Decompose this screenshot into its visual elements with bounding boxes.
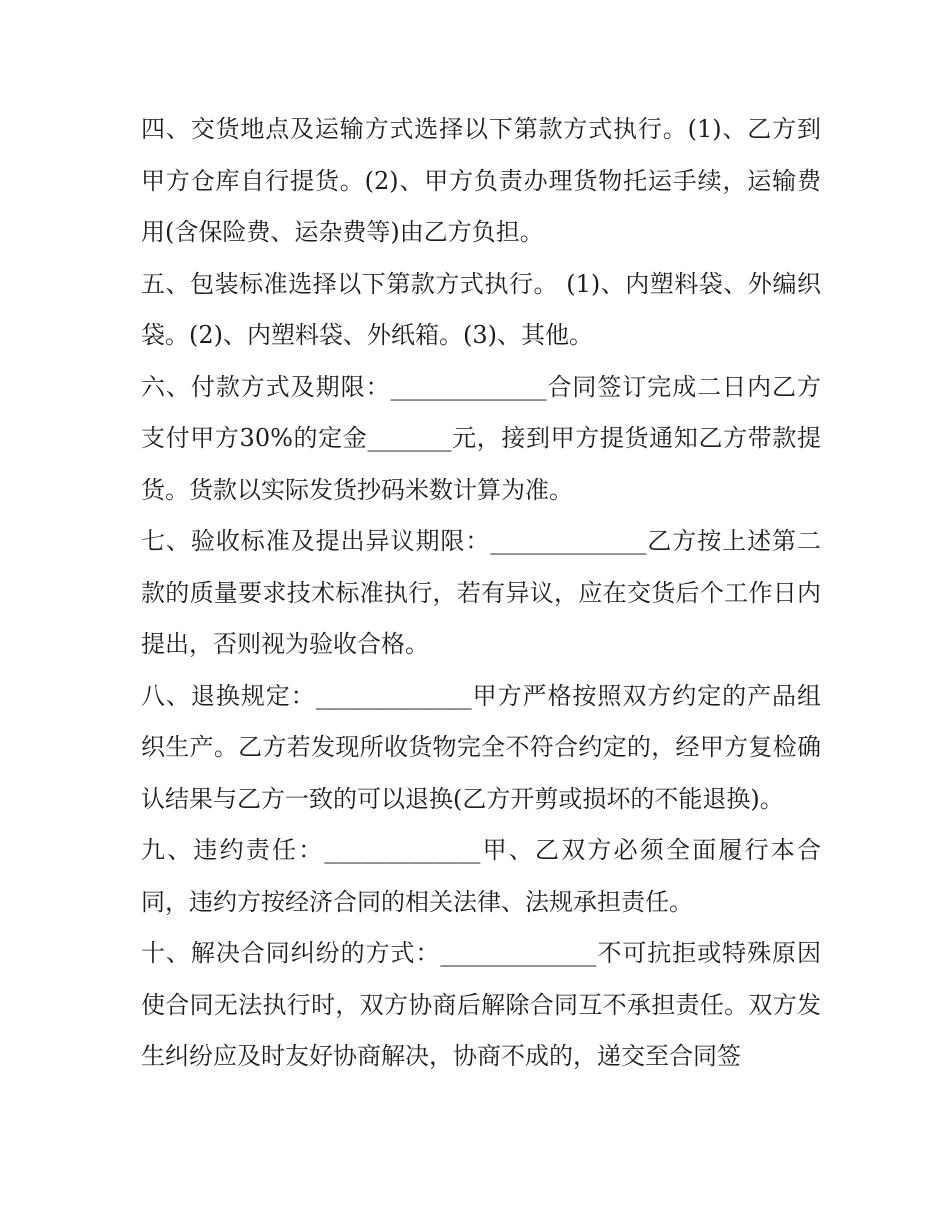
- clause-5-paragraph: 五、包装标准选择以下第款方式执行。 (1)、内塑料袋、外编织袋。(2)、内塑料袋、外纸箱。(3)、其他。: [141, 269, 821, 349]
- clause-4-paragraph: 四、交货地点及运输方式选择以下第款方式执行。(1)、乙方到甲方仓库自行提货。(2)、甲方负责办理货物托运手续，运输费用(含保险费、运杂费等)由乙方负担。: [141, 115, 821, 246]
- clause-9-paragraph: 九、违约责任：_____________甲、乙双方必须全面履行本合同，违约方按经济合同的相关法律、法规承担责任。: [141, 836, 821, 916]
- clause-6-paragraph: 六、付款方式及期限：_____________合同签订完成二日内乙方支付甲方30%的定金_______元，接到甲方提货通知乙方带款提货。货款以实际发货抄码米数计算为准。: [141, 372, 821, 504]
- clause-10-paragraph: 十、解决合同纠纷的方式：_____________不可抗拒或特殊原因使合同无法执行时，双方协商后解除合同互不承担责任。双方发生纠纷应及时友好协商解决，协商不成的，递交至合同签: [141, 939, 821, 1070]
- clause-7-paragraph: 七、验收标准及提出异议期限：_____________乙方按上述第二款的质量要求技术标准执行，若有异议，应在交货后个工作日内提出，否则视为验收合格。: [141, 527, 821, 658]
- clause-8-paragraph: 八、退换规定：_____________甲方严格按照双方约定的产品组织生产。乙方若发现所收货物完全不符合约定的，经甲方复检确认结果与乙方一致的可以退换(乙方开剪或损坏的不能退换)。: [141, 681, 821, 813]
- contract-body: [141, 104, 821, 1083]
